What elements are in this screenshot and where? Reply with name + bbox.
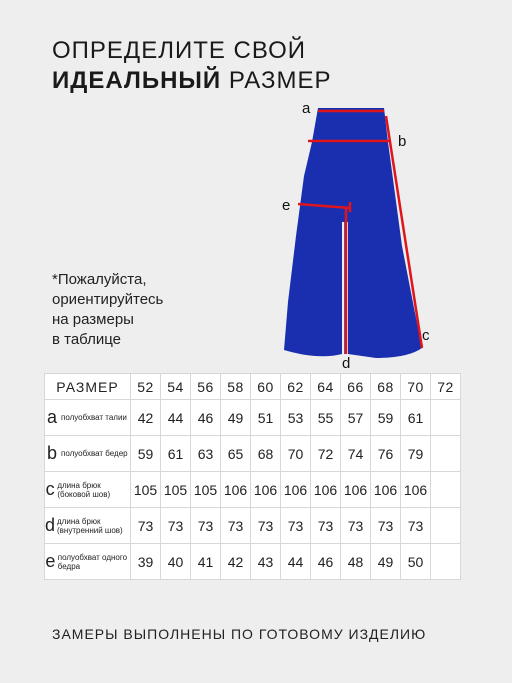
row-letter: e	[45, 551, 56, 571]
value-cell: 73	[251, 508, 281, 544]
title-line-2	[52, 66, 331, 96]
table-row	[45, 544, 461, 580]
value-cell: 50	[401, 544, 431, 580]
value-cell: 105	[131, 472, 161, 508]
row-description: полуобхват одного бедра	[57, 552, 128, 571]
value-cell: 48	[341, 544, 371, 580]
size-header-cell: 60	[251, 374, 281, 400]
size-note	[52, 270, 163, 350]
value-cell: 73	[131, 508, 161, 544]
note-line-2: ориентируйтесь	[52, 291, 164, 308]
value-cell: 49	[371, 544, 401, 580]
value-cell: 70	[281, 436, 311, 472]
value-cell: 42	[221, 544, 251, 580]
value-cell: 73	[341, 508, 371, 544]
value-cell: 46	[191, 400, 221, 436]
value-cell: 65	[221, 436, 251, 472]
value-cell	[431, 436, 461, 472]
value-cell: 79	[401, 436, 431, 472]
row-description: длина брюк (боковой шов)	[57, 480, 111, 499]
value-cell: 72	[311, 436, 341, 472]
value-cell: 68	[251, 436, 281, 472]
value-cell: 76	[371, 436, 401, 472]
value-cell: 106	[341, 472, 371, 508]
row-label-cell	[45, 508, 131, 544]
trousers-diagram	[278, 96, 438, 368]
note-line-1: *Пожалуйста,	[52, 271, 147, 288]
value-cell: 63	[191, 436, 221, 472]
page-title	[52, 36, 331, 96]
footer-note: ЗАМЕРЫ ВЫПОЛНЕНЫ ПО ГОТОВОМУ ИЗДЕЛИЮ	[52, 626, 427, 642]
size-header-row	[45, 374, 461, 400]
value-cell: 106	[311, 472, 341, 508]
value-cell	[431, 508, 461, 544]
row-letter: a	[46, 407, 57, 427]
note-line-3: на размеры	[52, 311, 134, 328]
title-line-1: ОПРЕДЕЛИТЕ СВОЙ	[52, 37, 306, 64]
value-cell: 73	[161, 508, 191, 544]
table-row	[45, 400, 461, 436]
note-line-4: в таблице	[52, 331, 121, 348]
value-cell: 106	[371, 472, 401, 508]
size-table	[44, 373, 461, 580]
size-header-cell: 56	[191, 374, 221, 400]
value-cell: 73	[311, 508, 341, 544]
value-cell: 61	[161, 436, 191, 472]
size-header-cell: 58	[221, 374, 251, 400]
value-cell: 73	[401, 508, 431, 544]
value-cell	[431, 544, 461, 580]
size-header-cell: 66	[341, 374, 371, 400]
size-header-cell: 62	[281, 374, 311, 400]
row-description: полуобхват бедер	[61, 449, 128, 458]
value-cell: 73	[281, 508, 311, 544]
size-header-cell: 52	[131, 374, 161, 400]
value-cell: 74	[341, 436, 371, 472]
value-cell: 51	[251, 400, 281, 436]
size-header-cell: 70	[401, 374, 431, 400]
label-a: a	[302, 100, 311, 117]
label-d: d	[342, 355, 351, 368]
value-cell: 53	[281, 400, 311, 436]
table-row	[45, 508, 461, 544]
row-label-cell	[45, 472, 131, 508]
value-cell: 59	[131, 436, 161, 472]
size-header-cell: 64	[311, 374, 341, 400]
row-letter: c	[45, 479, 55, 499]
row-letter: d	[45, 515, 56, 535]
value-cell: 59	[371, 400, 401, 436]
value-cell: 73	[221, 508, 251, 544]
size-header-cell: 54	[161, 374, 191, 400]
value-cell: 49	[221, 400, 251, 436]
size-header-label: РАЗМЕР	[45, 374, 131, 400]
value-cell: 105	[161, 472, 191, 508]
value-cell: 106	[221, 472, 251, 508]
value-cell: 106	[401, 472, 431, 508]
value-cell: 43	[251, 544, 281, 580]
value-cell: 106	[281, 472, 311, 508]
value-cell: 41	[191, 544, 221, 580]
size-header-cell: 72	[431, 374, 461, 400]
trousers-svg	[278, 96, 438, 368]
label-c: c	[422, 327, 430, 344]
value-cell: 44	[281, 544, 311, 580]
value-cell	[431, 472, 461, 508]
value-cell: 106	[251, 472, 281, 508]
row-letter: b	[46, 443, 57, 463]
table-row	[45, 436, 461, 472]
value-cell: 73	[371, 508, 401, 544]
size-table-body	[45, 400, 461, 580]
value-cell: 73	[191, 508, 221, 544]
value-cell: 46	[311, 544, 341, 580]
table-row	[45, 472, 461, 508]
value-cell: 42	[131, 400, 161, 436]
title-rest-word: РАЗМЕР	[228, 67, 332, 94]
value-cell: 61	[401, 400, 431, 436]
value-cell	[431, 400, 461, 436]
row-label-cell	[45, 436, 131, 472]
label-b: b	[398, 133, 407, 150]
row-label-cell	[45, 400, 131, 436]
row-description: полуобхват талии	[61, 413, 127, 422]
value-cell: 57	[341, 400, 371, 436]
label-e: e	[282, 197, 291, 214]
row-description: длина брюк (внутренний шов)	[57, 516, 123, 535]
value-cell: 55	[311, 400, 341, 436]
title-bold-word: ИДЕАЛЬНЫЙ	[52, 67, 222, 94]
value-cell: 44	[161, 400, 191, 436]
value-cell: 39	[131, 544, 161, 580]
size-header-cell: 68	[371, 374, 401, 400]
value-cell: 105	[191, 472, 221, 508]
value-cell: 40	[161, 544, 191, 580]
row-label-cell	[45, 544, 131, 580]
